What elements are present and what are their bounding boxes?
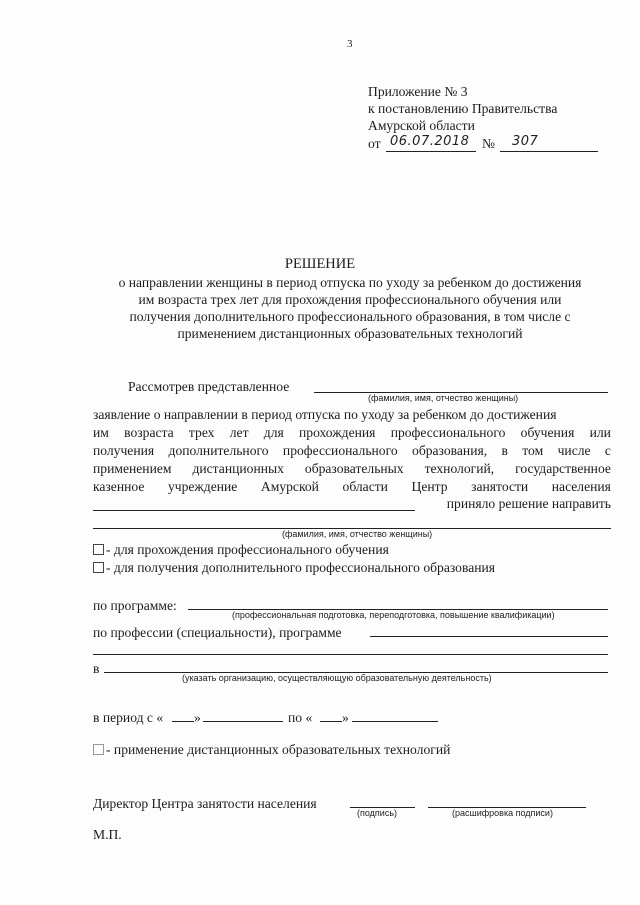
period-to-label: по « — [288, 710, 313, 725]
checkbox-icon[interactable] — [93, 544, 104, 555]
date-underline — [386, 151, 476, 152]
title-line-2: им возраста трех лет для прохождения профессионального обучения или — [138, 292, 562, 307]
checkbox-icon[interactable] — [93, 744, 104, 755]
para-line-6-end: приняло решение направить — [446, 496, 611, 511]
appendix-number-prefix: № — [482, 136, 495, 151]
period-from-label: в период с « — [93, 710, 164, 725]
period-to-close: » — [342, 710, 349, 725]
para-line-4: применением дистанционных образовательных технологий, государственное — [93, 461, 611, 476]
para-line-1: заявление о направлении в период отпуска по уходу за ребенком до достижения — [93, 407, 557, 422]
program-label: по программе: — [93, 598, 177, 613]
director-label: Директор Центра занятости населения — [93, 796, 317, 811]
appendix-date-prefix: от — [368, 136, 381, 151]
number-underline — [500, 151, 598, 152]
period-to-day-field[interactable] — [320, 721, 342, 722]
option-2-label: - для получения дополнительного профессионального образования — [106, 560, 496, 575]
checkbox-icon[interactable] — [93, 562, 104, 573]
hint-name-2: (фамилия, имя, отчество женщины) — [282, 529, 433, 539]
option-professional-training[interactable] — [93, 541, 389, 558]
profession-label: по профессии (специальности), программе — [93, 625, 342, 640]
appendix-number-value: 307 — [512, 134, 539, 149]
para-line-2: им возраста трех лет для прохождения профессионального обучения или — [93, 425, 611, 440]
profession-field-extra[interactable] — [93, 654, 608, 655]
period-to-month-field[interactable] — [352, 721, 438, 722]
title-line-1: о направлении женщины в период отпуска по уходу за ребенком до достижения — [118, 275, 582, 290]
appendix-line-3: Амурской области — [368, 118, 475, 133]
option-remote-technologies[interactable] — [93, 741, 450, 758]
hint-signature-decoding: (расшифровка подписи) — [452, 808, 553, 818]
option-remote-label: - применение дистанционных образовательных технологий — [106, 742, 451, 757]
title-line-4: применением дистанционных образовательных технологий — [177, 326, 523, 341]
center-name-field[interactable] — [93, 510, 415, 511]
period-from-day-field[interactable] — [172, 721, 194, 722]
appendix-line-2: к постановлению Правительства — [368, 101, 558, 116]
considered-label: Рассмотрев представленное — [128, 379, 290, 394]
para-line-5: казенное учреждение Амурской области Центр занятости населения — [93, 479, 611, 494]
period-from-month-field[interactable] — [203, 721, 283, 722]
para-line-3: получения дополнительного профессионального образования, в том числе с — [93, 443, 611, 458]
profession-field[interactable] — [370, 636, 608, 637]
hint-signature: (подпись) — [357, 808, 398, 818]
stamp-label: М.П. — [93, 827, 122, 842]
hint-program: (профессиональная подготовка, переподготовка, повышение квалификации) — [232, 610, 555, 620]
hint-name-1: (фамилия, имя, отчество женщины) — [368, 393, 519, 403]
appendix-date-value: 06.07.2018 — [390, 134, 470, 149]
appendix-line-1: Приложение № 3 — [368, 84, 468, 99]
period-from-close: » — [194, 710, 201, 725]
option-1-label: - для прохождения профессионального обучения — [106, 542, 389, 557]
hint-organization: (указать организацию, осуществляющую образовательную деятельность) — [182, 673, 492, 683]
document-heading: РЕШЕНИЕ — [284, 256, 356, 272]
title-line-3: получения дополнительного профессионального образования, в том числе с — [129, 309, 571, 324]
option-additional-education[interactable] — [93, 559, 495, 576]
in-label: в — [93, 661, 100, 676]
page-number: 3 — [347, 38, 353, 50]
